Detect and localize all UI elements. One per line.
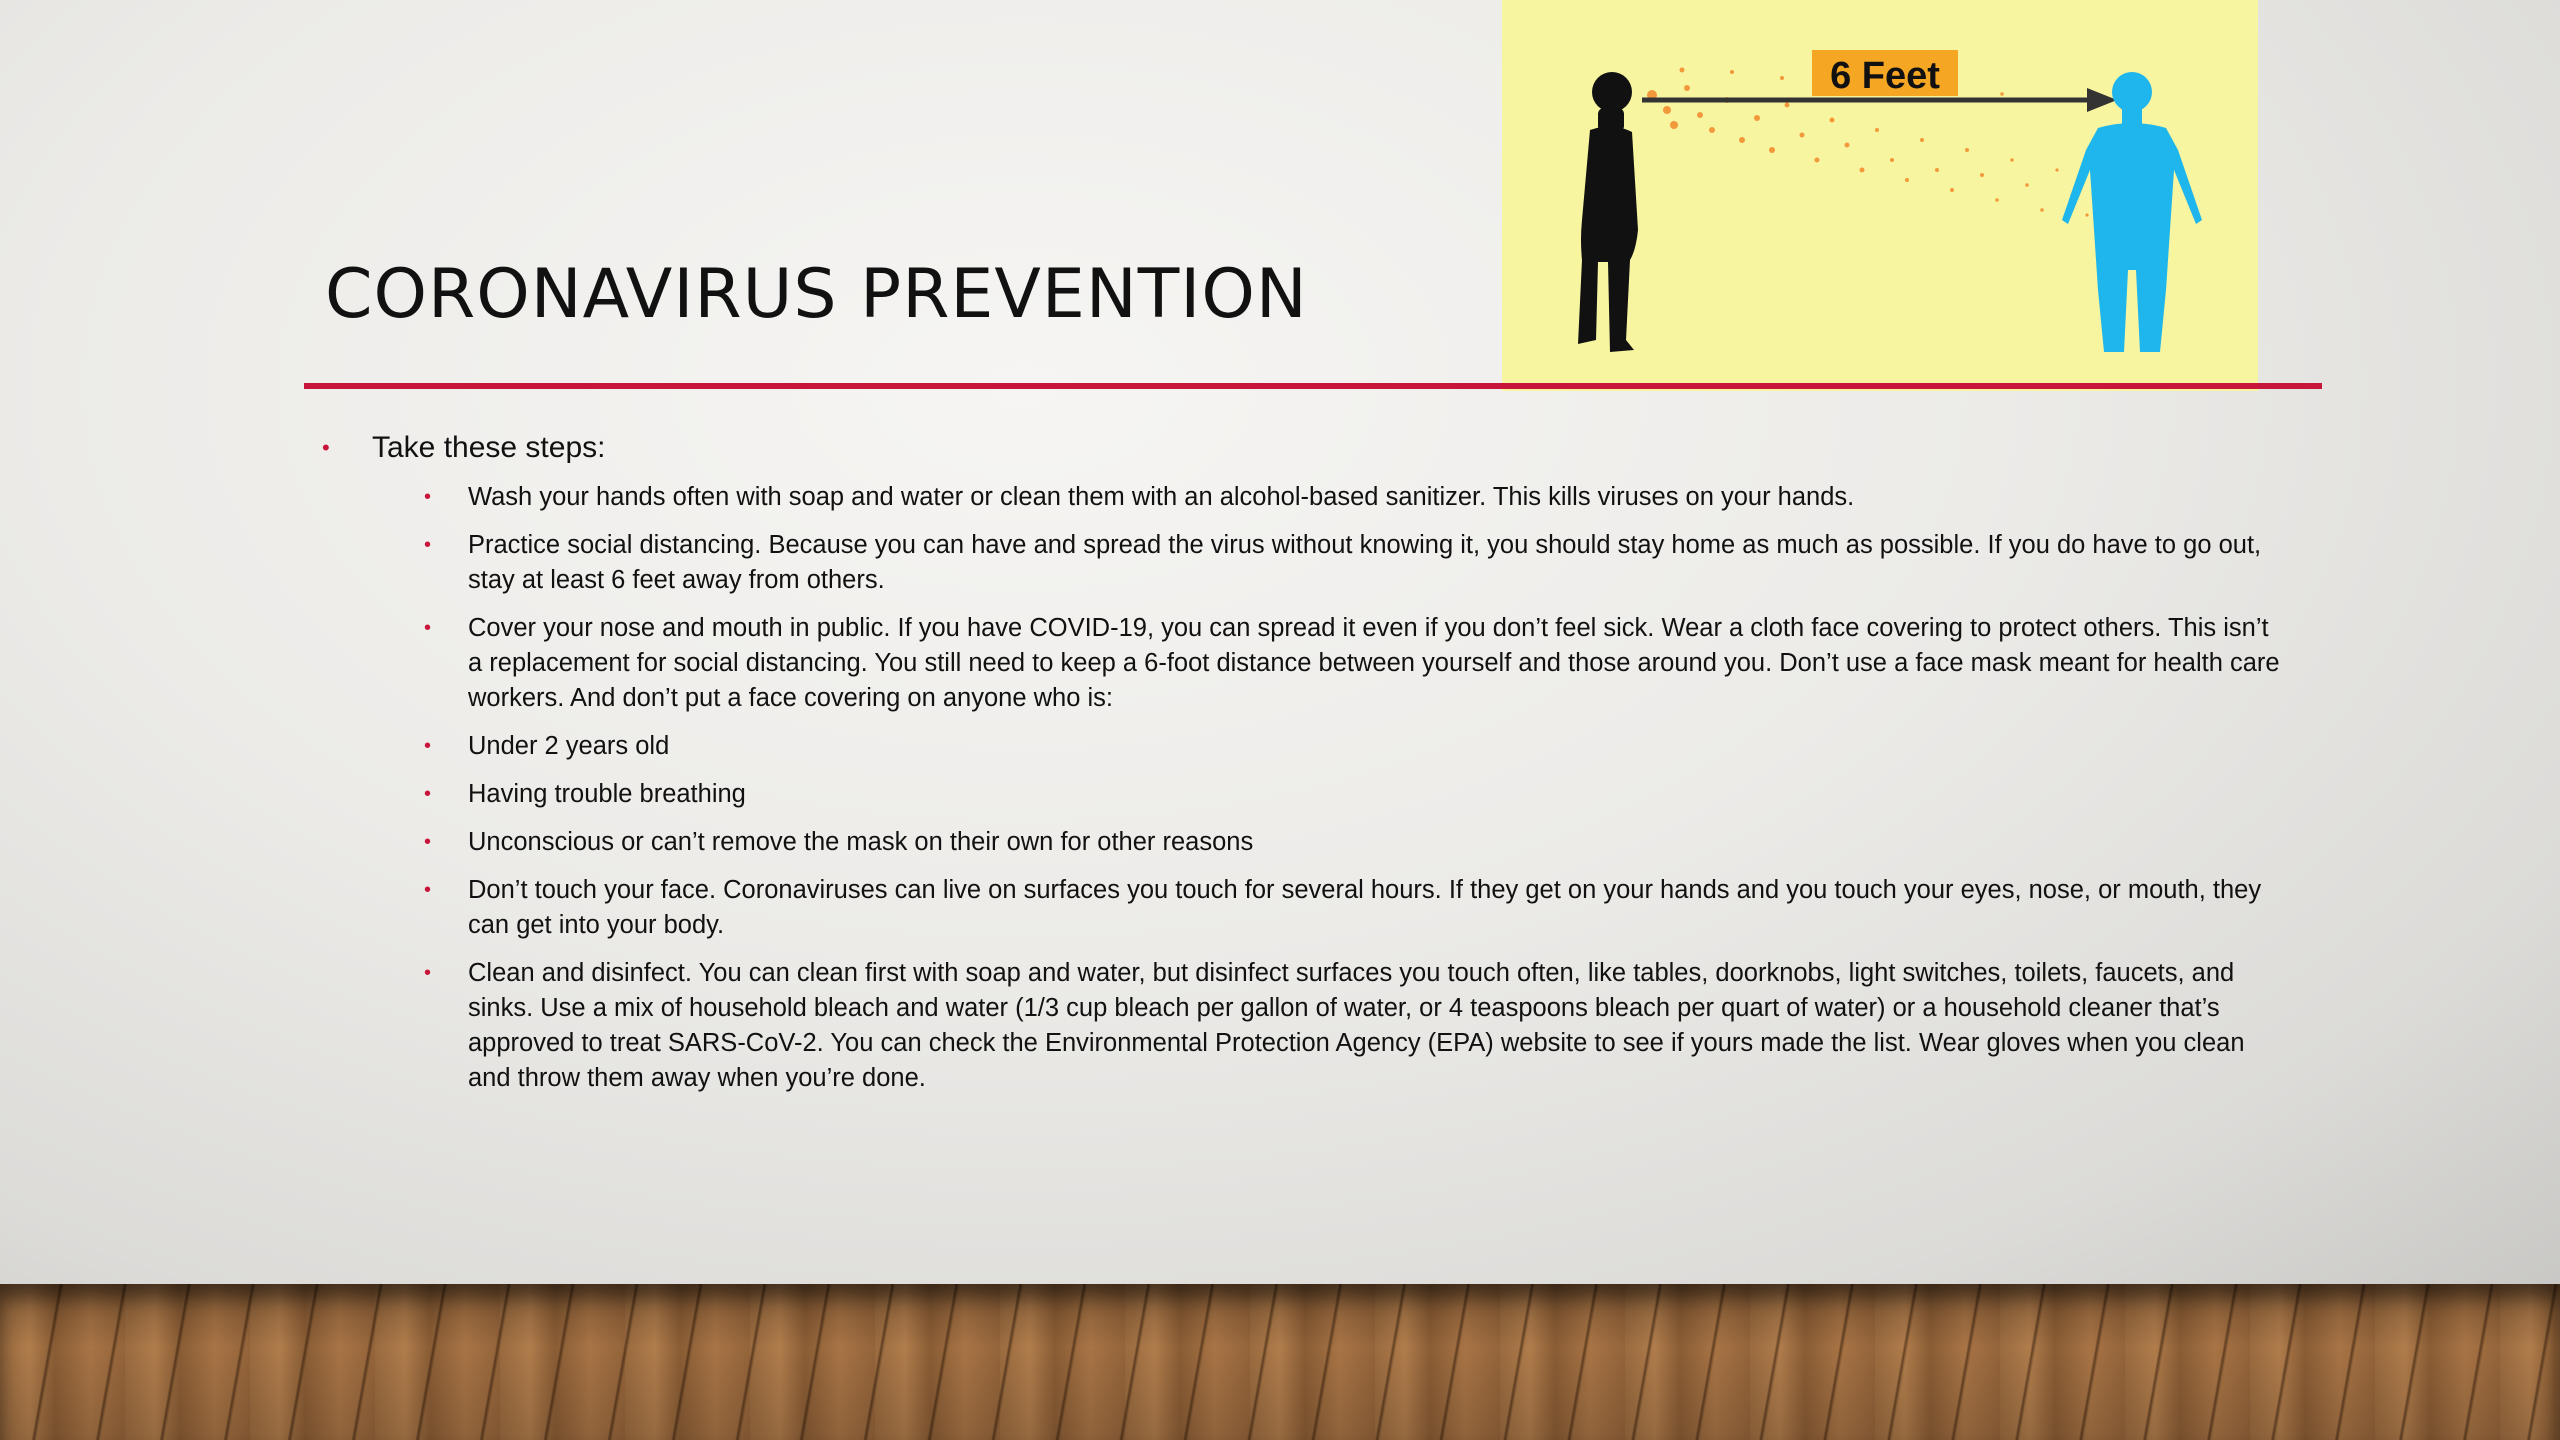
bullet-icon: • <box>424 486 432 508</box>
six-feet-diagram <box>1502 0 2258 391</box>
bullet-icon: • <box>322 435 330 460</box>
list-item <box>320 428 2320 468</box>
bullet-icon: • <box>424 879 432 901</box>
list-item-text: Practice social distancing. Because you can have and spread the virus without knowing it, you should stay home as much as possible. If you do have to go out, stay at least 6 feet away from others. <box>468 531 2262 594</box>
bullet-icon: • <box>424 962 432 984</box>
wooden-floor <box>0 1284 2560 1440</box>
list-item <box>424 825 2288 860</box>
list-item-text: Clean and disinfect. You can clean first with soap and water, but disinfect surfaces you touch often, like tables, doorknobs, light switches, toilets, faucets, and sinks. Use a mix of household bleach and water (1/3 cup bleach per gallon of water, or 4 teaspoons bleach per quart of water) or a household cleaner that’s approved to treat SARS-CoV-2. You can check the Environmental Protection Agency (EPA) website to see if yours made the list. Wear gloves when you clean and throw them away when you’re done. <box>468 959 2245 1092</box>
bullet-icon: • <box>424 783 432 805</box>
distance-label: 6 Feet <box>1830 55 1940 97</box>
bullet-icon: • <box>424 534 432 556</box>
slide-title: CORONAVIRUS PREVENTION <box>325 255 1308 334</box>
bullet-icon: • <box>424 617 432 639</box>
bullet-list <box>320 428 2320 1109</box>
title-underline <box>304 383 2322 389</box>
list-item-text: Cover your nose and mouth in public. If you have COVID-19, you can spread it even if you don’t feel sick. Wear a cloth face covering to protect others. This isn’t a replacement for social distancing. You still need to keep a 6-foot distance between yourself and those around you. Don’t use a face mask meant for health care workers. And don’t put a face covering on anyone who is: <box>468 614 2280 712</box>
list-item <box>424 611 2288 716</box>
list-item <box>424 956 2288 1096</box>
bullet-icon: • <box>424 831 432 853</box>
social-distancing-illustration <box>1502 0 2258 391</box>
list-item-text: Don’t touch your face. Coronaviruses can live on surfaces you touch for several hours. If they get on your hands and you touch your eyes, nose, or mouth, they can get into your body. <box>468 876 2262 939</box>
list-item <box>424 729 2288 764</box>
list-item-text: Take these steps: <box>372 431 606 464</box>
list-item-text: Having trouble breathing <box>468 780 746 808</box>
bullet-icon: • <box>424 735 432 757</box>
list-item <box>424 873 2288 943</box>
list-item-text: Wash your hands often with soap and water or clean them with an alcohol-based sanitizer. This kills viruses on your hands. <box>468 483 1855 511</box>
list-item <box>424 777 2288 812</box>
list-item-text: Under 2 years old <box>468 732 670 760</box>
list-item <box>424 528 2288 598</box>
list-item-text: Unconscious or can’t remove the mask on their own for other reasons <box>468 828 1254 856</box>
list-item <box>424 480 2288 515</box>
